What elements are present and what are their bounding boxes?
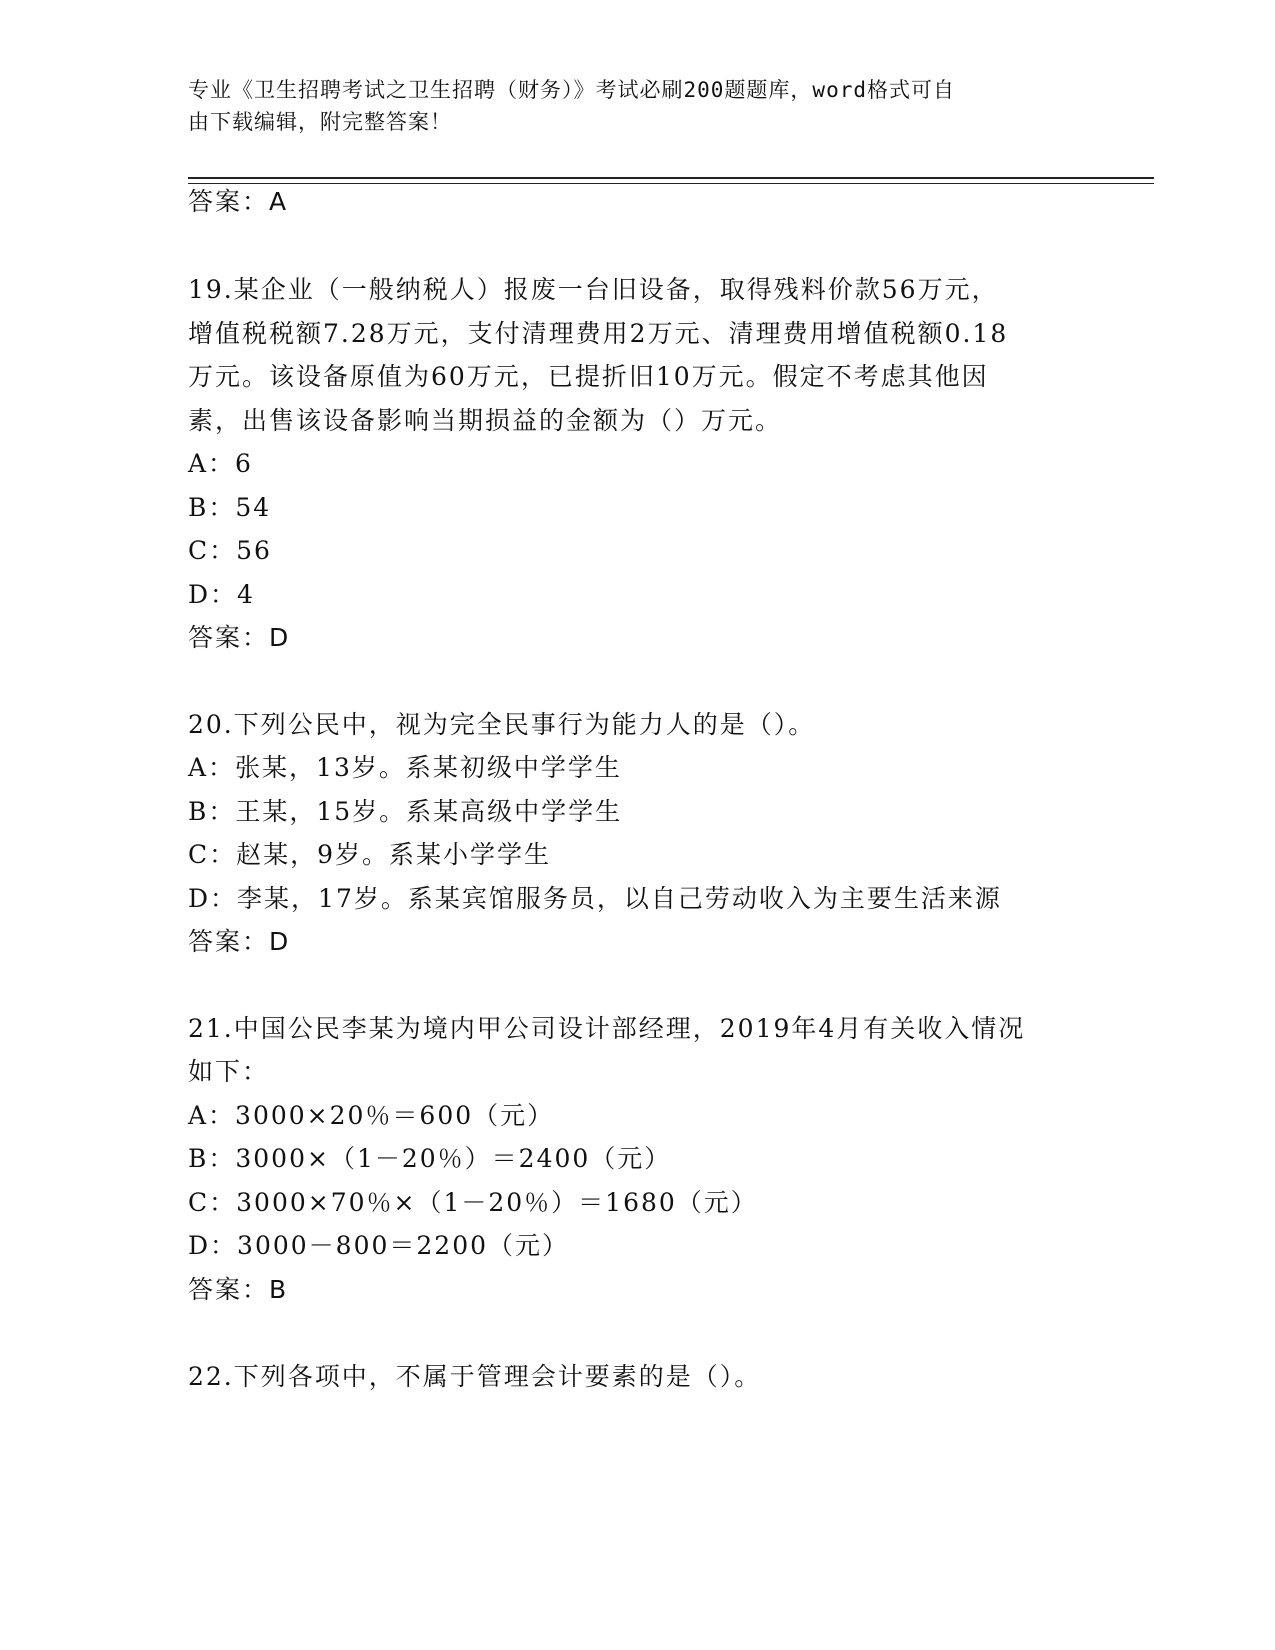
- question-20-option-b: B：王某，15岁。系某高级中学学生: [188, 797, 623, 826]
- question-21-option-b: B：3000×（1－20％）＝2400（元）: [188, 1144, 672, 1173]
- question-20-option-a: A：张某，13岁。系某初级中学学生: [188, 753, 622, 782]
- question-19-line-3: 万元。该设备原值为60万元，已提折旧10万元。假定不考虑其他因: [188, 362, 989, 391]
- header-rule-thick: [188, 177, 1154, 179]
- question-19-line-2: 增值税税额7.28万元，支付清理费用2万元、清理费用增值税额0.18: [188, 319, 1009, 348]
- answer-18: 答案：A: [188, 187, 289, 216]
- question-19-option-b: B：54: [188, 493, 272, 522]
- question-22-line-1: 22.下列各项中，不属于管理会计要素的是（）。: [188, 1362, 762, 1391]
- question-21-line-2: 如下：: [188, 1057, 270, 1086]
- document-header: [188, 74, 1068, 138]
- question-19-line-1: 19.某企业（一般纳税人）报废一台旧设备，取得残料价款56万元，: [188, 275, 999, 304]
- question-21-option-d: D：3000－800＝2200（元）: [188, 1231, 570, 1260]
- question-21-line-1: 21.中国公民李某为境内甲公司设计部经理，2019年4月有关收入情况: [188, 1014, 1026, 1043]
- question-20-option-d: D：李某，17岁。系某宾馆服务员，以自己劳动收入为主要生活来源: [188, 884, 1002, 913]
- answer-21: 答案：B: [188, 1275, 289, 1304]
- answer-20: 答案：D: [188, 927, 291, 956]
- header-line-2: 由下载编辑，附完整答案！: [188, 110, 452, 134]
- question-19-option-d: D：4: [188, 580, 255, 609]
- question-19-option-c: C：56: [188, 536, 272, 565]
- question-19-option-a: A：6: [188, 449, 253, 478]
- question-20-line-1: 20.下列公民中，视为完全民事行为能力人的是（）。: [188, 710, 816, 739]
- question-19-line-4: 素，出售该设备影响当期损益的金额为（）万元。: [188, 406, 783, 435]
- question-21-option-c: C：3000×70％×（1－20％）＝1680（元）: [188, 1188, 758, 1217]
- answer-19: 答案：D: [188, 623, 291, 652]
- header-line-1: 专业《卫生招聘考试之卫生招聘（财务）》考试必刷200题题库，word格式可自: [188, 78, 955, 102]
- question-20-option-c: C：赵某，9岁。系某小学学生: [188, 840, 552, 869]
- question-21-option-a: A：3000×20％＝600（元）: [188, 1101, 555, 1130]
- header-rule-thin: [188, 183, 1154, 184]
